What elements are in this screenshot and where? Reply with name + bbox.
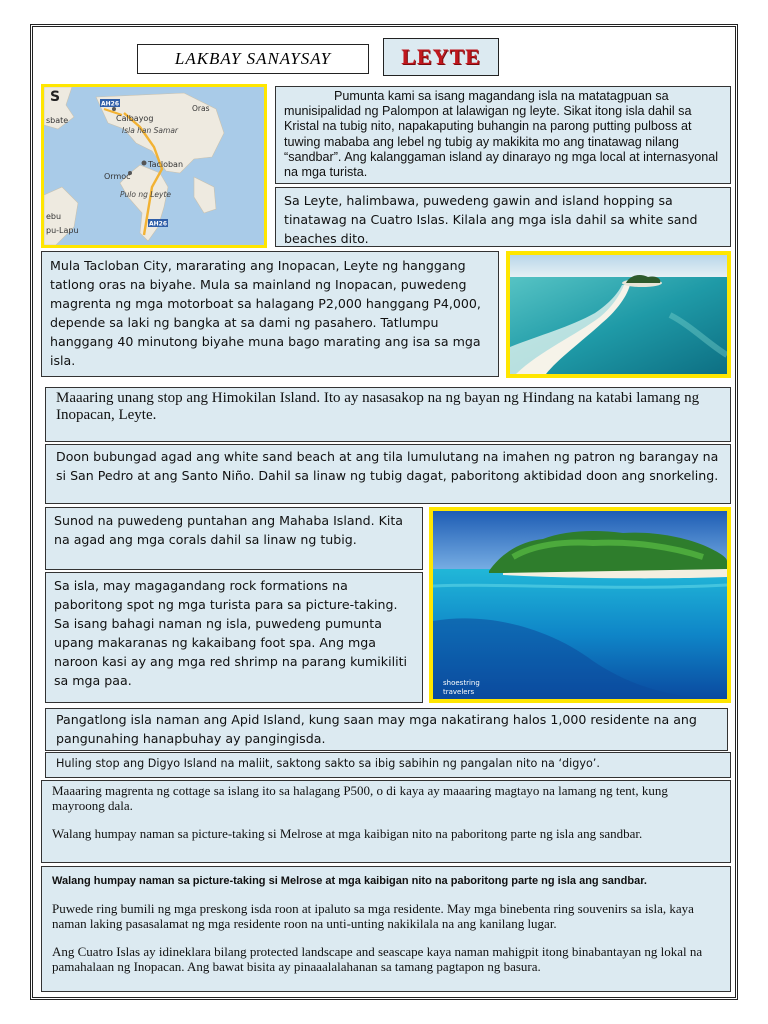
map-label-ah26-bottom: AH26: [148, 220, 168, 228]
cuatro-islas-paragraph: Sa Leyte, halimbawa, puwedeng gawin and island hopping sa tinatawag na Cuatro Islas. Kilala ang mga isla dahil sa white sand beaches dito.: [284, 193, 698, 246]
intro-paragraph: Pumunta kami sa isang magandang isla na matatagpuan sa munisipalidad ng Palompon at lalawigan ng leyte. Sikat itong isla dahil sa Kristal na tubig nito, napakaputing buhangin na parong putting pulboss at tuwing mababa ang lebel ng tubig ay makikita mo ang tinatawag nilang “sandbar”. Ang kalanggaman island ay dinarayo ng mga local at internasyonal na mga turista.: [284, 89, 719, 180]
map-label-ebu: ebu: [46, 212, 62, 221]
tacloban-box: [41, 251, 499, 377]
digyo-paragraph: Huling stop ang Digyo Island na maliit, saktong sakto sa ibig sabihin ng pangalan nito na ‘digyo’.: [56, 757, 600, 770]
photo-watermark-line2: travelers: [443, 688, 475, 696]
map-label-pulo: Pulo ng Leyte: [120, 190, 172, 199]
cuatro-islas-box: [275, 187, 731, 247]
protected-landscape-paragraph: Ang Cuatro Islas ay idineklara bilang protected landscape and seascape kaya naman mahigpit itong binabantayan ng lokal na pamahalaan ng Inopacan. Ang bawat bisita ay pinaaalalahanan sa tamang pagtapon ng basura.: [52, 944, 703, 974]
photo-watermark-line1: shoestring: [443, 679, 480, 687]
map-label-oras: Oras: [192, 104, 210, 113]
cottage-paragraph: Maaaring magrenta ng cottage sa islang ito sa halagang P500, o di kaya ay maaaring magtayo na lamang ng tent, kung mayroong dala.: [52, 783, 668, 813]
final-box: [41, 866, 731, 992]
himokilan-paragraph: Maaaring unang stop ang Himokilan Island. Ito ay nasasakop na ng bayan ng Hindang na katabi lamang ng Inopacan, Leyte.: [56, 390, 700, 423]
sandbar-photo: [506, 251, 731, 378]
island-photo: [429, 507, 731, 703]
map-label-ah26-top: AH26: [100, 100, 120, 108]
snorkeling-box: [45, 444, 731, 504]
melrose-paragraph: Walang humpay naman sa picture-taking si Melrose at mga kaibigan nito na paboritong parte ng isla ang sandbar.: [52, 826, 643, 841]
himokilan-box: [45, 387, 731, 442]
rock-formations-box: [45, 572, 423, 703]
map-label-ormoc: Ormoc: [104, 172, 131, 181]
apid-paragraph: Pangatlong isla naman ang Apid Island, kung saan may mga nakatirang halos 1,000 residente na ang pangunahing hanapbuhay ay pangingisda.: [56, 712, 697, 746]
map-label-s: S: [50, 89, 61, 105]
map-label-sbate: sbate: [46, 116, 69, 125]
map-label-tacloban: Tacloban: [148, 160, 184, 169]
tacloban-paragraph: Mula Tacloban City, mararating ang Inopacan, Leyte ng hanggang tatlong oras na biyahe. Mula sa mainland ng Inopacan, puwedeng magrenta ng mga motorboat sa halagang P2,000 hanggang P4,000, depende sa laki ng bangka at sa dami ng pasahero. Tatlumpu hanggang 40 minutong biyahe muna bago marating ang isa sa mga isla.: [50, 258, 481, 368]
final-melrose-paragraph: Walang humpay naman sa picture-taking si Melrose at mga kaibigan nito na paboritong parte ng isla ang sandbar.: [52, 875, 647, 887]
digyo-box: [45, 752, 731, 778]
essay-type-title: LAKBAY SANAYSAY: [137, 44, 369, 74]
intro-paragraph-box: [275, 86, 731, 184]
mahaba-box: [45, 507, 423, 570]
rock-formations-paragraph: Sa isla, may magagandang rock formations na paboritong spot ng mga turista para sa picture-taking. Sa isang bahagi naman ng isla, puwedeng pumunta upang makaranas ng kakaibang foot spa. Ang mga naroon kasi ay ang mga red shrimp na parang kumikiliti sa mga paa.: [54, 578, 407, 688]
map-label-isla: Isla han Samar: [122, 126, 179, 135]
souvenirs-paragraph: Puwede ring bumili ng mga preskong isda roon at ipaluto sa mga residente. May mga binebenta ring souvenirs sa isla, kaya naman laking pasasalamat ng mga residente roon na unti-unting nakikilala na ang kanilang lugar.: [52, 901, 694, 931]
apid-box: [45, 708, 728, 751]
snorkeling-paragraph: Doon bubungad agad ang white sand beach at ang tila lumulutang na imahen ng patron ng barangay na si San Pedro at ang Santo Niño. Dahil sa linaw ng tubig dagat, paboritong aktibidad doon ang snorkeling.: [56, 449, 719, 483]
place-title: LEYTE: [383, 38, 499, 76]
cottage-box: [41, 780, 731, 863]
mahaba-paragraph: Sunod na puwedeng puntahan ang Mahaba Island. Kita na agad ang mga corals dahil sa linaw ng tubig.: [54, 513, 403, 547]
map-image: [41, 84, 267, 248]
map-label-calbayog: Calbayog: [116, 114, 154, 123]
map-label-pulapu: pu-Lapu: [46, 226, 79, 235]
